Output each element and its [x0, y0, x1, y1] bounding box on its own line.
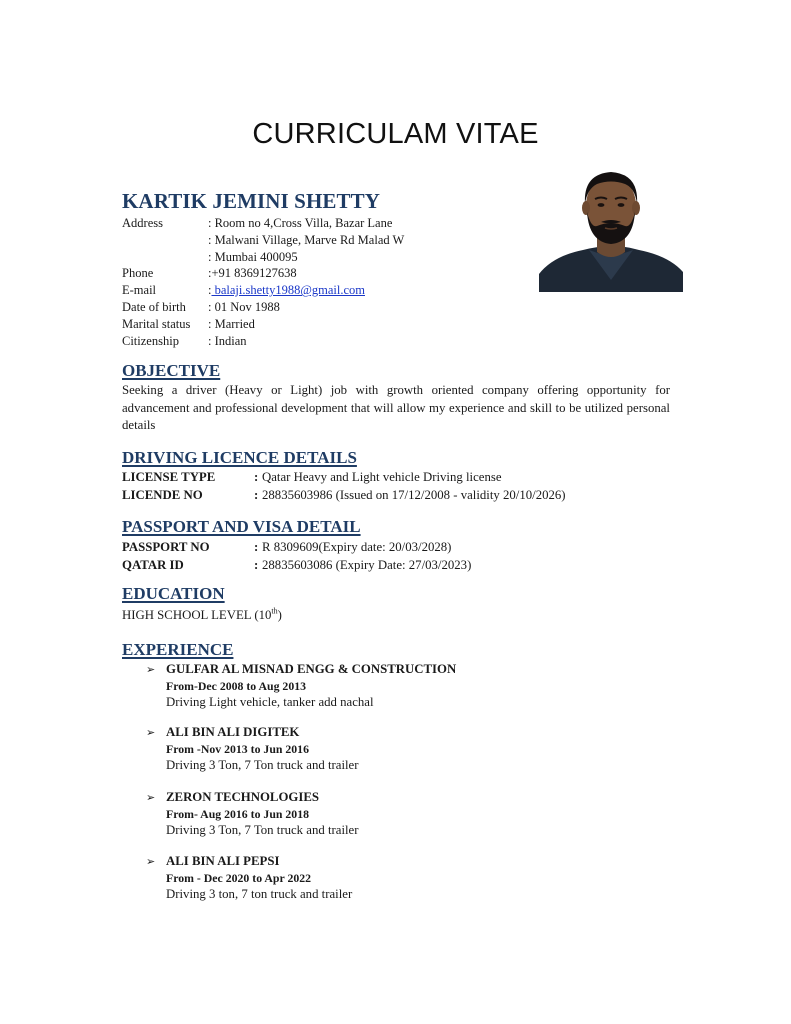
qatar-id-label: QATAR ID — [122, 557, 184, 572]
education-heading: EDUCATION — [122, 584, 225, 603]
licence-heading: DRIVING LICENCE DETAILS — [122, 448, 357, 467]
email-label: E-mail — [122, 283, 157, 298]
arrow-bullet-icon: ➢ — [146, 855, 156, 868]
licence-type-label: LICENSE TYPE — [122, 470, 216, 484]
licence-number-value: 28835603986 (Issued on 17/12/2008 - validity 20/10/2026) — [262, 487, 566, 502]
marital-value: : Married — [208, 316, 255, 331]
email-colon: : — [208, 283, 212, 298]
marital-label: Marital status — [122, 316, 191, 331]
address-line-1: : Room no 4,Cross Villa, Bazar Lane — [208, 216, 393, 230]
passport-details — [122, 539, 471, 574]
profile-photo — [539, 162, 683, 292]
job-description: Driving 3 Ton, 7 Ton truck and trailer — [166, 758, 359, 772]
personal-details — [122, 215, 404, 349]
job-company: ALI BIN ALI PEPSI — [166, 854, 280, 868]
qatar-id-value: 28835603086 (Expiry Date: 27/03/2023) — [262, 557, 472, 572]
candidate-name: KARTIK JEMINI SHETTY — [122, 189, 380, 213]
phone-label: Phone — [122, 266, 154, 281]
person-portrait-icon — [539, 162, 683, 292]
passport-heading: PASSPORT AND VISA DETAIL — [122, 517, 361, 536]
objective-text: Seeking a driver (Heavy or Light) job with growth oriented company offering opportunity for advancement and professional development that will allow my experience and skill to be utilized personal details — [122, 383, 670, 432]
marital-row — [122, 316, 404, 333]
document-title: CURRICULAM VITAE — [252, 118, 539, 150]
job-dates: From- Aug 2016 to Jun 2018 — [166, 807, 309, 821]
job-dates: From - Dec 2020 to Apr 2022 — [166, 871, 312, 885]
address-line-3: : Mumbai 400095 — [208, 249, 298, 264]
job-company: ALI BIN ALI DIGITEK — [166, 725, 300, 739]
education-level: HIGH SCHOOL LEVEL (10th) — [122, 606, 282, 622]
email-row — [122, 282, 404, 299]
address-row — [122, 215, 404, 232]
experience-heading: EXPERIENCE — [122, 640, 234, 659]
licence-number-row: LICENDE NO : 28835603986 (Issued on 17/12/2008 - validity 20/10/2026) — [122, 487, 566, 505]
email-link[interactable]: balaji.shetty1988@gmail.com — [211, 283, 365, 298]
address-label: Address — [122, 216, 163, 230]
job-dates: From-Dec 2008 to Aug 2013 — [166, 679, 307, 693]
passport-number-value: R 8309609(Expiry date: 20/03/2028) — [262, 540, 452, 554]
licence-number-label: LICENDE NO — [122, 487, 203, 502]
arrow-bullet-icon: ➢ — [146, 663, 156, 676]
citizenship-row — [122, 333, 404, 350]
job-description: Driving 3 ton, 7 ton truck and trailer — [166, 887, 353, 901]
job-description: Driving Light vehicle, tanker add nachal — [166, 695, 374, 709]
citizenship-label: Citizenship — [122, 333, 179, 348]
address-row-2 — [122, 232, 404, 249]
licence-type-value: Qatar Heavy and Light vehicle Driving license — [262, 470, 502, 484]
dob-row — [122, 299, 404, 316]
job-entry — [146, 789, 359, 839]
job-entry — [146, 853, 352, 903]
dob-value: : 01 Nov 1988 — [208, 299, 280, 314]
address-line-2: : Malwani Village, Marve Rd Malad W — [208, 232, 405, 247]
phone-row — [122, 265, 404, 282]
licence-type-row: LICENSE TYPE : Qatar Heavy and Light vehicle Driving license — [122, 469, 566, 487]
objective-heading: OBJECTIVE — [122, 361, 221, 380]
passport-number-row: PASSPORT NO : R 8309609(Expiry date: 20/03/2028) — [122, 539, 471, 557]
dob-label: Date of birth — [122, 299, 186, 314]
arrow-bullet-icon: ➢ — [146, 726, 156, 739]
arrow-bullet-icon: ➢ — [146, 791, 156, 804]
job-entry — [146, 724, 359, 774]
address-row-3 — [122, 249, 404, 266]
job-description: Driving 3 Ton, 7 Ton truck and trailer — [166, 823, 359, 837]
licence-details — [122, 469, 566, 504]
job-dates: From -Nov 2013 to Jun 2016 — [166, 742, 309, 756]
qatar-id-row: QATAR ID : 28835603086 (Expiry Date: 27/03/2023) — [122, 557, 471, 575]
phone-value: :+91 8369127638 — [208, 266, 297, 281]
job-entry — [146, 661, 456, 711]
citizenship-value: : Indian — [208, 333, 247, 348]
job-company: GULFAR AL MISNAD ENGG & CONSTRUCTION — [166, 662, 457, 676]
job-company: ZERON TECHNOLOGIES — [166, 790, 320, 804]
passport-number-label: PASSPORT NO — [122, 540, 210, 554]
